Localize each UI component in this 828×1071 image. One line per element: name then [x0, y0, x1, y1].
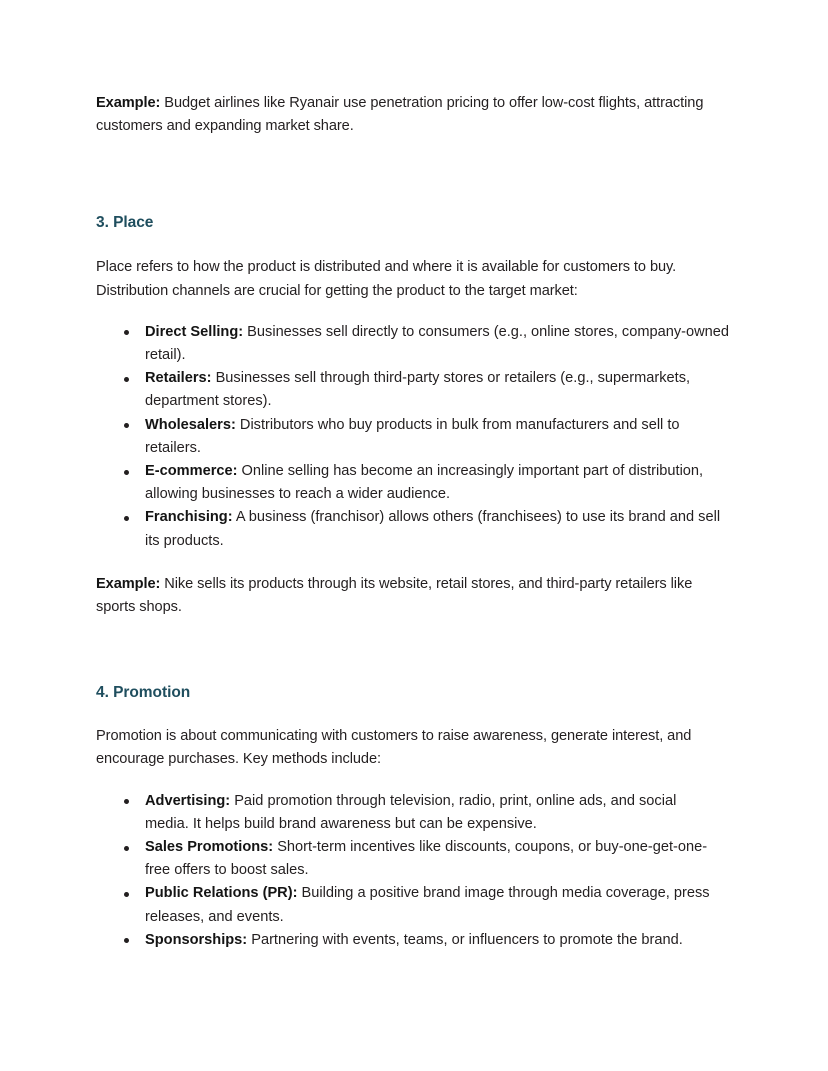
spacer: [96, 704, 730, 725]
spacer: [96, 619, 730, 682]
list-item-term: Direct Selling:: [145, 323, 244, 340]
list-item: [96, 506, 730, 552]
list-item-text: Building a positive brand image through media coverage, press releases, and events.: [145, 885, 710, 925]
list-item-text: Businesses sell directly to consumers (e.g., online stores, company-owned retail).: [145, 323, 729, 364]
bullet-dot-icon: [124, 377, 129, 382]
list-item: [96, 460, 730, 506]
bullet-dot-icon: [124, 938, 129, 943]
section-place-intro-paragraph: Place refers to how the product is distributed and where it is available for customers to buy. Distribution channels are crucial for getting the product to the target market:: [96, 259, 677, 299]
list-item: [96, 790, 730, 836]
section-promotion-intro-paragraph: Promotion is about communicating with customers to raise awareness, generate interest, and encourage purchases. Key methods include:: [96, 728, 692, 768]
section-heading-place: 3. Place: [96, 214, 154, 232]
list-item: [96, 414, 730, 460]
bullet-dot-icon: [124, 799, 129, 804]
intro-example-paragraph: [96, 92, 730, 138]
section-heading-promotion: 4. Promotion: [96, 684, 191, 702]
intro-example-text: Budget airlines like Ryanair use penetration pricing to offer low-cost flights, attracting customers and expanding market share.: [96, 95, 704, 135]
spacer: [96, 138, 730, 212]
list-item: [96, 321, 730, 367]
spacer: [96, 303, 730, 321]
list-item: [96, 882, 730, 928]
list-item-text: Partnering with events, teams, or influencers to promote the brand.: [247, 931, 683, 948]
list-item-text: Businesses sell through third-party stores or retailers (e.g., supermarkets, department stores).: [145, 370, 691, 410]
list-item: [96, 367, 730, 413]
promotion-bullet-list: [96, 790, 730, 952]
spacer: [96, 234, 730, 256]
place-bullet-list: [96, 321, 730, 553]
bullet-dot-icon: [124, 423, 129, 428]
list-item-term: Franchising:: [145, 509, 233, 526]
spacer: [96, 772, 730, 790]
bullet-dot-icon: [124, 516, 129, 521]
list-item: [96, 929, 730, 952]
list-item-term: Wholesalers:: [145, 416, 236, 433]
place-example-text: Nike sells its products through its website, retail stores, and third-party retailers like sports shops.: [96, 575, 693, 616]
bullet-dot-icon: [124, 846, 129, 851]
list-item-term: Retailers:: [145, 370, 212, 387]
list-item-term: Sponsorships:: [145, 931, 248, 948]
spacer: [96, 553, 730, 573]
place-example-label: Example:: [96, 575, 161, 592]
list-item-term: Advertising:: [145, 792, 231, 809]
bullet-dot-icon: [124, 892, 129, 897]
list-item-term: Public Relations (PR):: [145, 885, 298, 902]
list-item-text: Paid promotion through television, radio, print, online ads, and social media. It helps build brand awareness but can be expensive.: [145, 792, 677, 832]
list-item-term: Sales Promotions:: [145, 839, 274, 856]
list-item-term: E-commerce:: [145, 463, 238, 480]
list-item-text: Online selling has become an increasingly important part of distribution, allowing businesses to reach a wider audience.: [145, 463, 704, 503]
intro-example-label: Example:: [96, 95, 161, 111]
place-example-paragraph: [96, 573, 720, 619]
list-item-text: Short-term incentives like discounts, coupons, or buy-one-get-one-free offers to boost sales.: [145, 839, 708, 879]
bullet-dot-icon: [124, 330, 129, 335]
list-item: [96, 836, 730, 882]
list-item-text: A business (franchisor) allows others (franchisees) to use its brand and sell its products.: [145, 509, 721, 549]
bullet-dot-icon: [124, 470, 129, 475]
list-item-text: Distributors who buy products in bulk from manufacturers and sell to retailers.: [145, 416, 680, 456]
